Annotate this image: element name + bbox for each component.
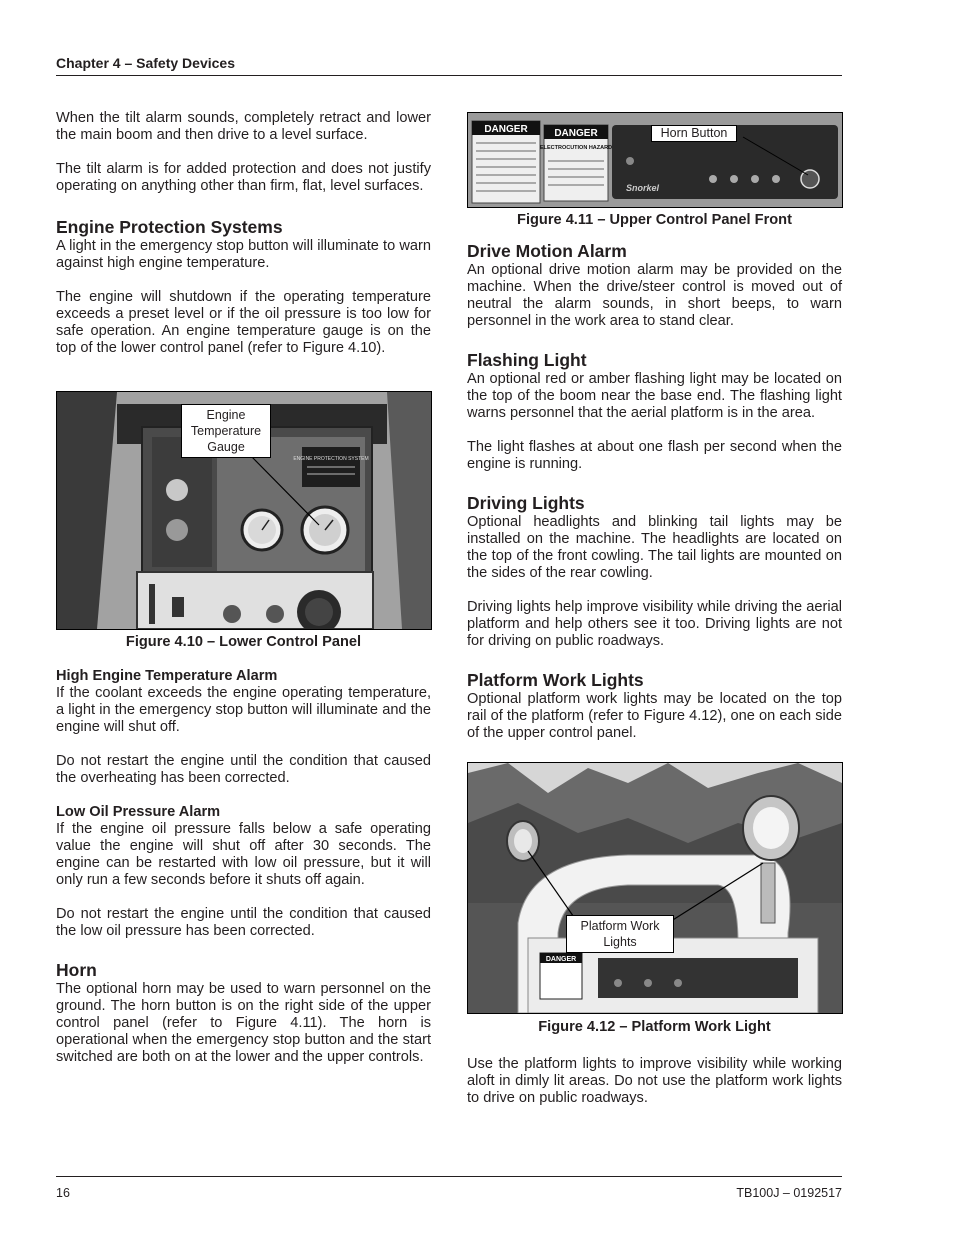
drive-motion-alarm-heading: Drive Motion Alarm bbox=[467, 241, 627, 261]
footer-rule bbox=[56, 1176, 842, 1177]
figure-4-10-caption: Figure 4.10 – Lower Control Panel bbox=[125, 634, 362, 650]
danger-label-1: DANGER bbox=[484, 124, 528, 135]
tilt-paragraph-1: When the tilt alarm sounds, completely retract and lower the main boom and then drive to a level surface. bbox=[56, 110, 431, 143]
chapter-header: Chapter 4 – Safety Devices bbox=[56, 55, 235, 71]
horn-button-callout: Horn Button bbox=[651, 125, 737, 142]
drive-motion-paragraph: An optional drive motion alarm may be provided on the machine. When the drive/steer control is moved out of neutral the alarm sounds, in short beeps, to warn personnel in the work area to stand clear. bbox=[467, 262, 842, 329]
high-engine-temp-heading: High Engine Temperature Alarm bbox=[56, 668, 278, 684]
engine-temperature-gauge-callout: Engine Temperature Gauge bbox=[181, 404, 271, 458]
figure-4-11-caption: Figure 4.11 – Upper Control Panel Front bbox=[517, 212, 792, 228]
flashing-light-paragraph-1: An optional red or amber flashing light may be located on the top of the boom near the base end. The flashing light warns personnel that the aerial platform is in the area. bbox=[467, 371, 842, 421]
figure-4-12 bbox=[467, 762, 843, 1014]
platform-work-lights-heading: Platform Work Lights bbox=[467, 670, 644, 690]
flashing-light-heading: Flashing Light bbox=[467, 350, 587, 370]
danger-label-2: DANGER bbox=[554, 128, 598, 139]
horn-paragraph: The optional horn may be used to warn personnel on the ground. The horn button is on the right side of the upper control panel (refer to Figure 4.11). The horn is operational when the emergency stop button and the start switched are both on at the lower and the upper controls. bbox=[56, 981, 431, 1065]
driving-lights-paragraph-1: Optional headlights and blinking tail lights may be installed on the machine. The headlights are located on the top of the front cowling. The tail lights are mounted on the sides of the rear cowling. bbox=[467, 514, 842, 581]
horn-heading: Horn bbox=[56, 960, 97, 980]
platform-work-light-photo bbox=[468, 763, 842, 1013]
snorkel-brand: Snorkel bbox=[626, 183, 660, 193]
header-rule bbox=[56, 75, 842, 76]
flashing-light-paragraph-2: The light flashes at about one flash per second when the engine is running. bbox=[467, 439, 842, 472]
page-number: 16 bbox=[56, 1186, 70, 1200]
engine-paragraph-1: A light in the emergency stop button will illuminate to warn against high engine temperature. bbox=[56, 238, 431, 271]
electrocution-hazard-label: ELECTROCUTION HAZARD bbox=[539, 145, 613, 151]
driving-lights-heading: Driving Lights bbox=[467, 493, 585, 513]
right-column bbox=[467, 110, 842, 1107]
low-oil-paragraph-1: If the engine oil pressure falls below a safe operating value the engine will shut off after 30 seconds. The engine can be restarted with low oil pressure, but it will only run a few seconds before it shuts off again. bbox=[56, 821, 431, 888]
platform-lights-paragraph-2: Use the platform lights to improve visibility while working aloft in dimly lit areas. Do not use the platform work lights to drive on public roadways. bbox=[467, 1056, 842, 1106]
high-temp-paragraph-2: Do not restart the engine until the condition that caused the overheating has been corrected. bbox=[56, 753, 431, 786]
low-oil-pressure-heading: Low Oil Pressure Alarm bbox=[56, 804, 221, 820]
figure-4-12-caption: Figure 4.12 – Platform Work Light bbox=[538, 1019, 771, 1035]
tilt-paragraph-2: The tilt alarm is for added protection and does not justify operating on anything other than firm, flat, level surfaces. bbox=[56, 161, 431, 194]
platform-work-lights-callout: Platform Work Lights bbox=[566, 915, 674, 953]
engine-paragraph-2: The engine will shutdown if the operating temperature exceeds a preset level or if the oil pressure is too low for safe operation. An engine temperature gauge is on the top of the lower control panel (refer to Figure 4.10). bbox=[56, 289, 431, 356]
engine-protection-heading: Engine Protection Systems bbox=[56, 217, 283, 237]
figure-4-11 bbox=[467, 112, 843, 208]
low-oil-paragraph-2: Do not restart the engine until the condition that caused the low oil pressure has been corrected. bbox=[56, 906, 431, 939]
platform-danger-label: DANGER bbox=[545, 956, 577, 963]
platform-lights-paragraph-1: Optional platform work lights may be located on the top rail of the platform (refer to Figure 4.12), one on each side of the upper control panel. bbox=[467, 691, 842, 741]
driving-lights-paragraph-2: Driving lights help improve visibility while driving the aerial platform and help others see it too. Driving lights are not for driving on public roadways. bbox=[467, 599, 842, 649]
engine-protection-plate-text: ENGINE PROTECTION SYSTEM bbox=[293, 456, 369, 462]
figure-4-10 bbox=[56, 391, 432, 630]
document-number: TB100J – 0192517 bbox=[736, 1186, 842, 1200]
left-column bbox=[56, 110, 431, 1066]
high-temp-paragraph-1: If the coolant exceeds the engine operating temperature, a light in the emergency stop button will illuminate and the engine will shut off. bbox=[56, 685, 431, 735]
